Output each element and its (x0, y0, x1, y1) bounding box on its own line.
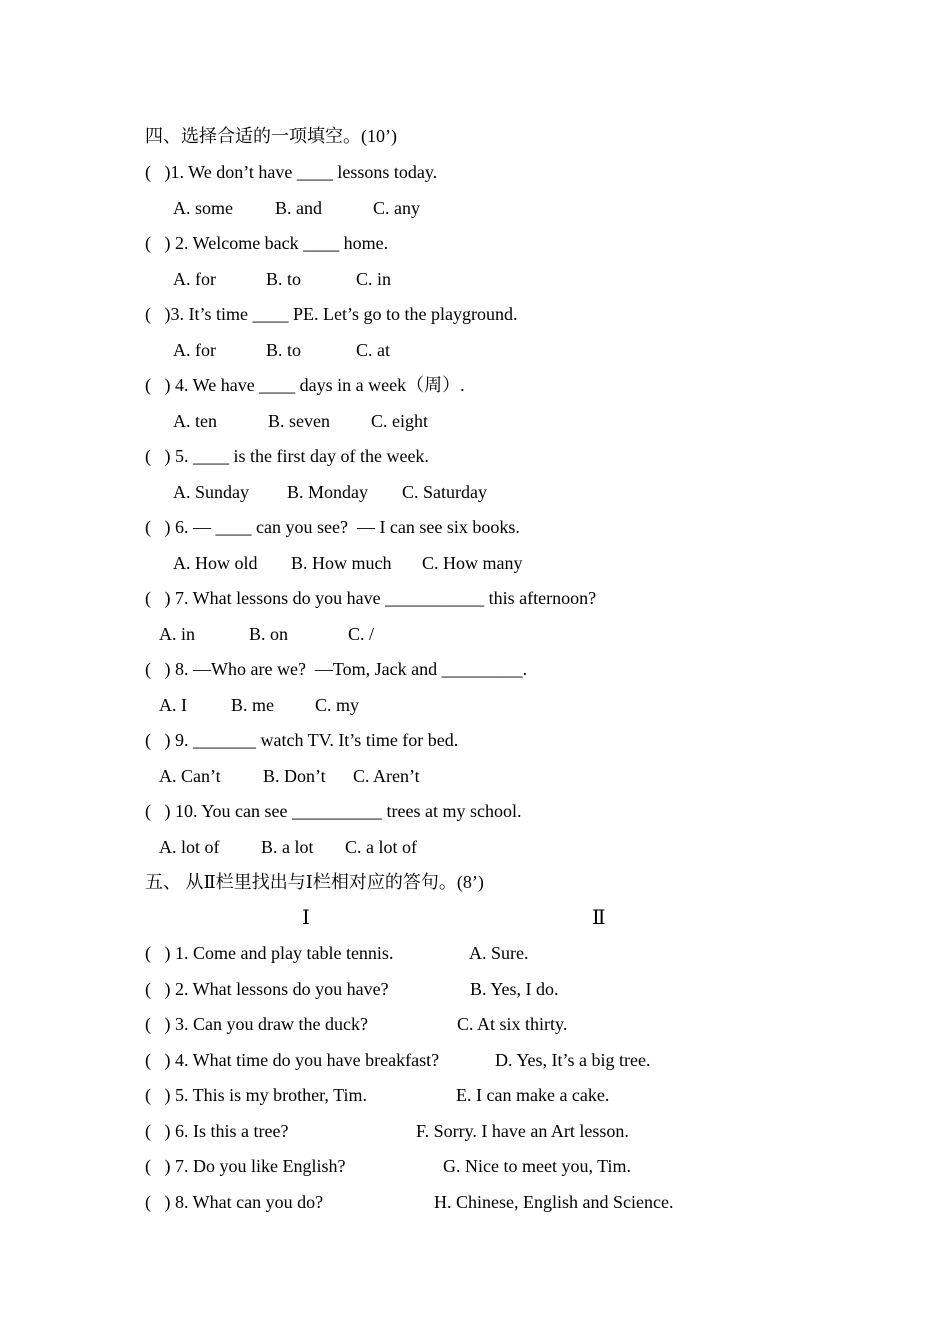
question-4-stem: ( ) 4. We have ____ days in a week（周）. (145, 375, 465, 395)
q1-option-c: C. any (373, 198, 420, 218)
match-left-1: ( ) 1. Come and play table tennis. (145, 943, 394, 963)
question-9-stem: ( ) 9. _______ watch TV. It’s time for bed. (145, 730, 459, 750)
match-right-d: D. Yes, It’s a big tree. (495, 1050, 651, 1070)
question-3-stem: ( )3. It’s time ____ PE. Let’s go to the playground. (145, 304, 518, 324)
q8-option-b: B. me (231, 695, 274, 715)
q10-option-c: C. a lot of (345, 837, 417, 857)
q6-option-a: A. How old (173, 553, 258, 573)
question-5-stem: ( ) 5. ____ is the first day of the week. (145, 446, 429, 466)
q2-option-c: C. in (356, 269, 392, 289)
q5-option-a: A. Sunday (173, 482, 249, 502)
column-1-header: Ⅰ (302, 907, 310, 929)
match-right-c: C. At six thirty. (457, 1014, 568, 1034)
q7-option-c: C. / (348, 624, 375, 644)
match-left-6: ( ) 6. Is this a tree? (145, 1121, 289, 1141)
q6-option-b: B. How much (291, 553, 392, 573)
column-2-header: Ⅱ (592, 907, 606, 929)
section5-heading: 五、 从Ⅱ栏里找出与Ⅰ栏相对应的答句。(8’) (145, 872, 484, 892)
q9-option-b: B. Don’t (263, 766, 326, 786)
question-2-stem: ( ) 2. Welcome back ____ home. (145, 233, 389, 253)
q10-option-b: B. a lot (261, 837, 314, 857)
q4-option-a: A. ten (173, 411, 217, 431)
match-left-3: ( ) 3. Can you draw the duck? (145, 1014, 368, 1034)
match-right-g: G. Nice to meet you, Tim. (443, 1156, 631, 1176)
q7-option-b: B. on (249, 624, 289, 644)
q10-option-a: A. lot of (159, 837, 220, 857)
match-left-4: ( ) 4. What time do you have breakfast? (145, 1050, 440, 1070)
match-left-2: ( ) 2. What lessons do you have? (145, 979, 389, 999)
question-6-stem: ( ) 6. — ____ can you see? — I can see six books. (145, 517, 520, 537)
match-right-h: H. Chinese, English and Science. (434, 1192, 674, 1212)
q4-option-b: B. seven (268, 411, 330, 431)
q3-option-b: B. to (266, 340, 302, 360)
match-right-e: E. I can make a cake. (456, 1085, 610, 1105)
q3-option-c: C. at (356, 340, 390, 360)
q9-option-c: C. Aren’t (353, 766, 420, 786)
q4-option-c: C. eight (371, 411, 428, 431)
q7-option-a: A. in (159, 624, 195, 644)
question-10-stem: ( ) 10. You can see __________ trees at my school. (145, 801, 522, 821)
q1-option-a: A. some (173, 198, 233, 218)
q1-option-b: B. and (275, 198, 322, 218)
q8-option-a: A. I (159, 695, 187, 715)
question-7-stem: ( ) 7. What lessons do you have ___________ this afternoon? (145, 588, 597, 608)
match-right-a: A. Sure. (469, 943, 529, 963)
match-left-8: ( ) 8. What can you do? (145, 1192, 324, 1212)
q2-option-a: A. for (173, 269, 216, 289)
q6-option-c: C. How many (422, 553, 523, 573)
q2-option-b: B. to (266, 269, 302, 289)
question-1-stem: ( )1. We don’t have ____ lessons today. (145, 162, 438, 182)
q5-option-b: B. Monday (287, 482, 368, 502)
match-left-5: ( ) 5. This is my brother, Tim. (145, 1085, 367, 1105)
match-right-b: B. Yes, I do. (470, 979, 559, 999)
q9-option-a: A. Can’t (159, 766, 221, 786)
match-right-f: F. Sorry. I have an Art lesson. (416, 1121, 629, 1141)
q3-option-a: A. for (173, 340, 216, 360)
match-left-7: ( ) 7. Do you like English? (145, 1156, 346, 1176)
q8-option-c: C. my (315, 695, 360, 715)
q5-option-c: C. Saturday (402, 482, 487, 502)
section4-heading: 四、选择合适的一项填空。(10’) (145, 126, 397, 146)
question-8-stem: ( ) 8. —Who are we? —Tom, Jack and _________. (145, 659, 528, 679)
